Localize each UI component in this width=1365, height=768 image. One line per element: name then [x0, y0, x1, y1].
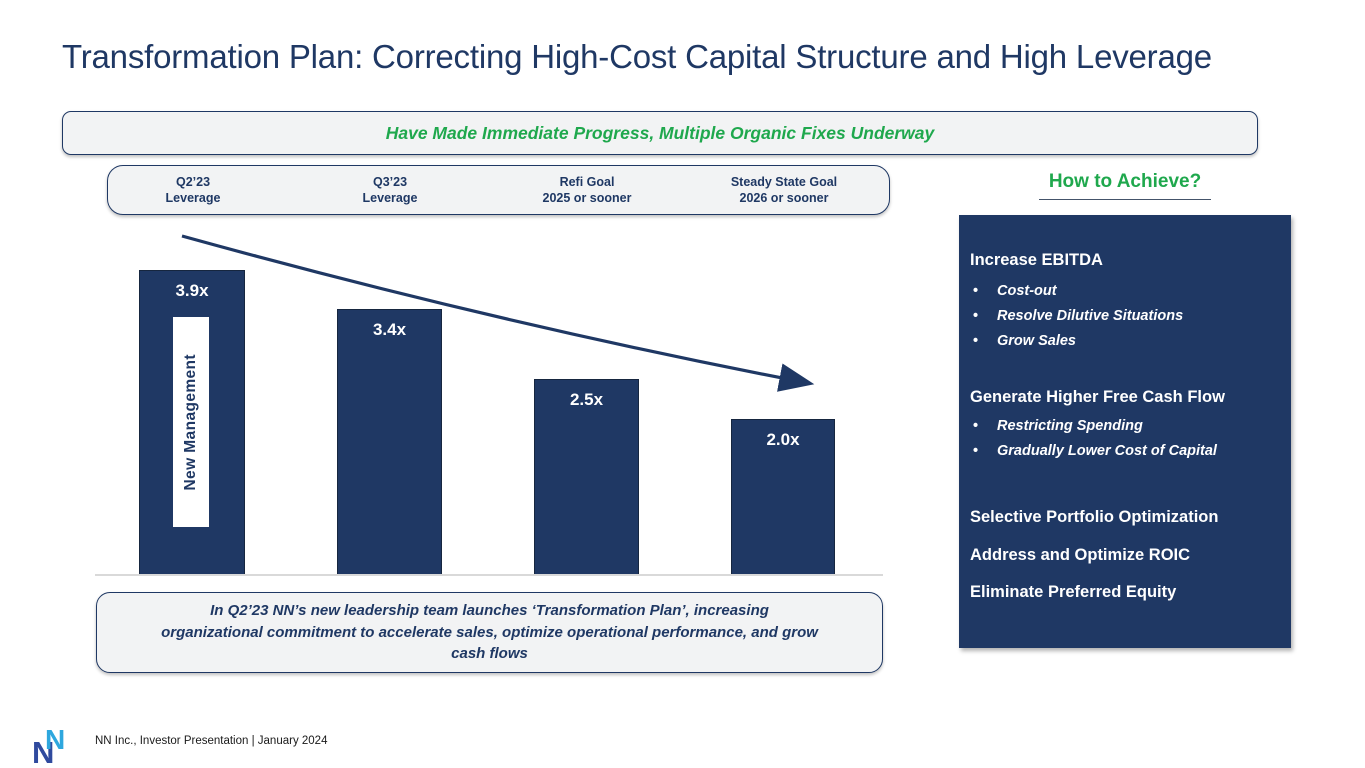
bar-refi-goal — [534, 379, 639, 575]
transformation-plan-callout — [96, 592, 883, 673]
bar-value-label: 3.9x — [175, 281, 209, 300]
timeline-col-line1: Steady State Goal — [730, 175, 838, 189]
panel-title-eliminate-preferred-equity: Eliminate Preferred Equity — [970, 583, 1177, 601]
timeline-col-line1: Q3’23 — [372, 175, 408, 189]
transformation-plan-callout-text: In Q2’23 NN’s new leadership team launches ‘Transformation Plan’, increasing organizational commitment to accelerate sales, optimize operational performance, and grow cash flows — [161, 601, 818, 663]
panel-title-increase-ebitda: Increase EBITDA — [970, 251, 1103, 269]
bullet-dot-icon: • — [973, 308, 979, 324]
footer-text: NN Inc., Investor Presentation | January 2024 — [95, 735, 328, 747]
bullet-dot-icon: • — [973, 443, 979, 459]
panel-title-portfolio-optimization: Selective Portfolio Optimization — [970, 508, 1219, 526]
panel-bullet — [970, 414, 1279, 439]
timeline-col-q2-23 — [108, 166, 278, 214]
svg-text:N: N — [45, 724, 66, 755]
panel-bullet-text: Restricting Spending — [997, 418, 1143, 434]
bullet-dot-icon: • — [973, 333, 979, 349]
progress-banner — [62, 111, 1258, 155]
panel-bullet-text: Cost-out — [997, 283, 1057, 299]
bar-q3-23-leverage — [337, 309, 442, 575]
timeline-col-line1: Refi Goal — [559, 175, 615, 189]
bullet-dot-icon: • — [973, 283, 979, 299]
how-to-achieve-heading: How to Achieve? — [1039, 171, 1211, 200]
new-management-annotation — [173, 317, 209, 527]
bar-value-label: 3.4x — [372, 320, 407, 339]
panel-bullet-text: Gradually Lower Cost of Capital — [997, 443, 1217, 459]
slide-title: Transformation Plan: Correcting High-Cost Capital Structure and High Leverage — [62, 38, 1212, 75]
bar-value-label: 2.0x — [766, 430, 800, 449]
panel-bullet-text: Grow Sales — [997, 333, 1076, 349]
timeline-col-line2: 2025 or sooner — [542, 191, 632, 205]
timeline-col-line2: 2026 or sooner — [739, 191, 829, 205]
bullet-dot-icon: • — [973, 418, 979, 434]
chart-baseline — [95, 574, 883, 576]
new-management-label: New Management — [182, 353, 199, 491]
timeline-col-line2: Leverage — [165, 191, 221, 205]
nn-logo-icon — [32, 718, 74, 766]
how-to-achieve-heading-wrap — [959, 171, 1291, 200]
panel-bullet — [970, 439, 1279, 464]
bar-q2-23-leverage — [139, 270, 245, 575]
panel-title-optimize-roic: Address and Optimize ROIC — [970, 546, 1191, 564]
timeline-col-steady-state — [699, 166, 869, 214]
timeline-col-line1: Q2’23 — [175, 175, 211, 189]
panel-bullet — [970, 329, 1279, 354]
timeline-col-q3-23 — [305, 166, 475, 214]
timeline-col-line2: Leverage — [362, 191, 418, 205]
svg-text:N: N — [32, 735, 55, 766]
bar-value-label: 2.5x — [569, 390, 604, 409]
panel-bullet — [970, 279, 1279, 304]
timeline-col-refi-goal — [502, 166, 672, 214]
progress-banner-text: Have Made Immediate Progress, Multiple Organic Fixes Underway — [385, 122, 935, 143]
timeline-header — [107, 165, 890, 215]
bar-steady-state-goal — [731, 419, 835, 575]
how-to-achieve-panel — [959, 215, 1291, 648]
panel-bullet — [970, 304, 1279, 329]
panel-bullet-text: Resolve Dilutive Situations — [997, 308, 1184, 324]
panel-title-free-cash-flow: Generate Higher Free Cash Flow — [970, 388, 1225, 406]
